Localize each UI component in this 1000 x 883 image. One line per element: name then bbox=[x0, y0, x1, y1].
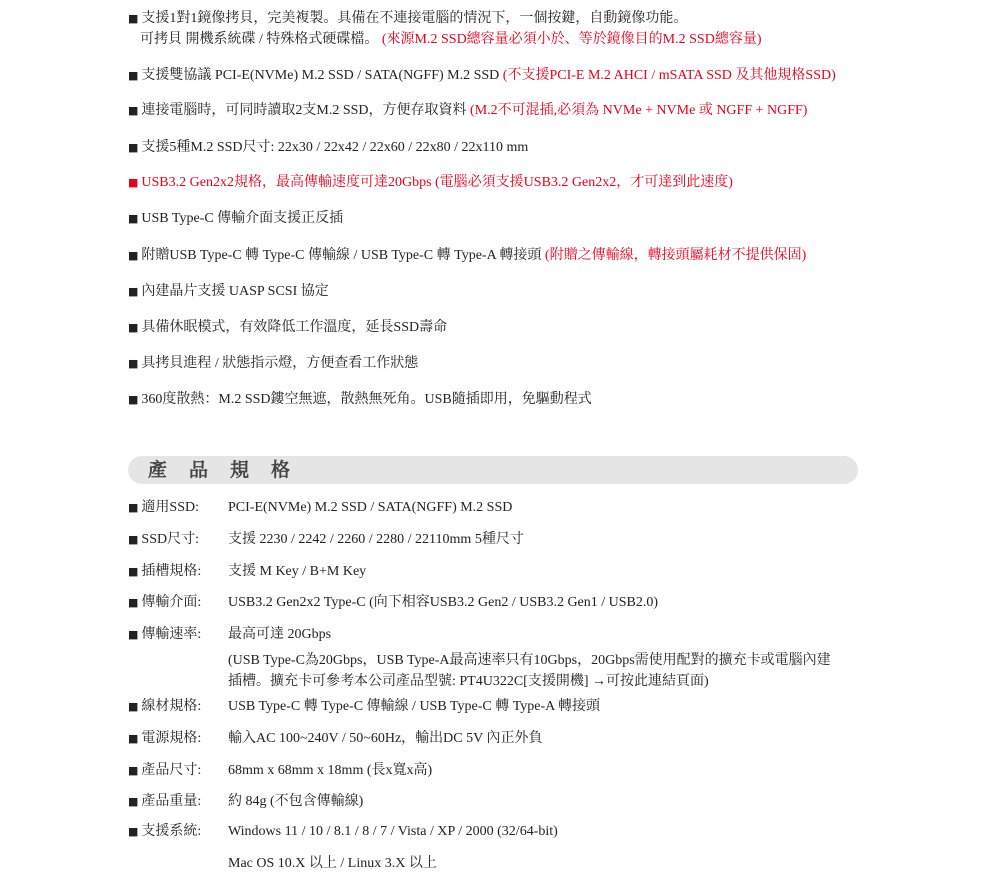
feature-item bbox=[128, 102, 807, 120]
spec-value: USB Type-C 轉 Type-C 傳輸線 / USB Type-C 轉 Type-A 轉接頭 bbox=[228, 699, 601, 714]
bullet-icon: ■ bbox=[128, 12, 139, 25]
spec-label bbox=[128, 594, 201, 612]
bullet-icon: ■ bbox=[128, 249, 139, 262]
spec-value-note-text[interactable]: 插槽。擴充卡可參考本公司產品型號: PT4U322C[支援開機] →可按此連結頁面) bbox=[228, 674, 709, 689]
bullet-icon: ■ bbox=[128, 732, 139, 745]
feature-item bbox=[128, 391, 592, 409]
feature-item bbox=[128, 67, 836, 85]
bullet-icon: ■ bbox=[128, 700, 139, 713]
feature-text: 具備休眠模式，有效降低工作溫度，延長SSD壽命 bbox=[141, 320, 448, 335]
bullet-icon: ■ bbox=[128, 285, 139, 298]
feature-item bbox=[128, 247, 806, 265]
spec-label-text: 線材規格: bbox=[141, 699, 202, 714]
feature-item bbox=[128, 10, 687, 28]
bullet-icon: ■ bbox=[128, 321, 139, 334]
bullet-icon: ■ bbox=[128, 212, 139, 225]
bullet-icon: ■ bbox=[128, 764, 139, 777]
feature-text: 連接電腦時，可同時讀取2支M.2 SSD，方便存取資料 bbox=[141, 103, 471, 118]
spec-value-os-line2: Mac OS 10.X 以上 / Linux 3.X 以上 bbox=[228, 856, 437, 871]
spec-value: 支援 M Key / B+M Key bbox=[228, 564, 367, 579]
feature-item bbox=[128, 139, 528, 157]
bullet-icon: ■ bbox=[128, 628, 139, 641]
spec-label-text: 傳輸速率: bbox=[141, 627, 202, 642]
feature-text: 支援5種M.2 SSD尺寸: 22x30 / 22x42 / 22x60 / 22x80 / 22x110 mm bbox=[141, 140, 529, 155]
bullet-icon: ■ bbox=[128, 825, 139, 838]
spec-label bbox=[128, 531, 199, 549]
spec-label bbox=[128, 698, 201, 716]
feature-text: 360度散熱：M.2 SSD鏤空無遮，散熱無死角。USB隨插即用，免驅動程式 bbox=[141, 392, 592, 407]
feature-item bbox=[128, 210, 343, 228]
bullet-icon: ■ bbox=[128, 104, 139, 117]
feature-text: 可拷貝 開機系統碟 / 特殊格式硬碟檔。 bbox=[140, 32, 379, 47]
spec-label bbox=[128, 626, 201, 644]
spec-label bbox=[128, 762, 201, 780]
bullet-icon: ■ bbox=[128, 795, 139, 808]
spec-label bbox=[128, 563, 201, 581]
spec-value-note: (USB Type-C為20Gbps，USB Type-A最高速率只有10Gbps，20Gbps需使用配對的擴充卡或電腦內建 bbox=[228, 653, 831, 668]
section-title: 產品規格 bbox=[148, 459, 313, 481]
bullet-icon: ■ bbox=[128, 533, 139, 546]
spec-value: PCI-E(NVMe) M.2 SSD / SATA(NGFF) M.2 SSD bbox=[228, 500, 513, 515]
spec-label-text: 支援系統: bbox=[141, 824, 202, 839]
spec-value: 最高可達 20Gbps bbox=[228, 627, 332, 642]
spec-value-note bbox=[228, 673, 709, 691]
feature-note: (來源M.2 SSD總容量必須小於、等於鏡像目的M.2 SSD總容量) bbox=[381, 32, 762, 47]
spec-label-text: 插槽規格: bbox=[141, 564, 202, 579]
feature-text: 具拷貝進程 / 狀態指示燈，方便查看工作狀態 bbox=[141, 356, 419, 371]
feature-note: (不支援PCI-E M.2 AHCI / mSATA SSD 及其他規格SSD) bbox=[502, 68, 836, 83]
bullet-icon: ■ bbox=[128, 141, 139, 154]
feature-text: 內建晶片支援 UASP SCSI 協定 bbox=[141, 284, 329, 299]
spec-value: 68mm x 68mm x 18mm (長x寬x高) bbox=[228, 763, 433, 778]
feature-item bbox=[128, 319, 447, 337]
bullet-icon: ■ bbox=[128, 393, 139, 406]
bullet-icon: ■ bbox=[128, 176, 139, 189]
spec-label bbox=[128, 499, 199, 517]
feature-item bbox=[128, 283, 329, 301]
spec-label bbox=[128, 730, 201, 748]
feature-text: USB3.2 Gen2x2規格，最高傳輸速度可達20Gbps (電腦必須支援USB3.2 Gen2x2，才可達到此速度) bbox=[141, 175, 733, 190]
feature-text: 支援雙協議 PCI-E(NVMe) M.2 SSD / SATA(NGFF) M.2 SSD bbox=[141, 68, 503, 83]
bullet-icon: ■ bbox=[128, 69, 139, 82]
bullet-icon: ■ bbox=[128, 565, 139, 578]
spec-label bbox=[128, 793, 201, 811]
spec-value: USB3.2 Gen2x2 Type-C (向下相容USB3.2 Gen2 / USB3.2 Gen1 / USB2.0) bbox=[228, 595, 659, 610]
feature-note: (M.2不可混插,必須為 NVMe + NVMe 或 NGFF + NGFF) bbox=[470, 103, 808, 118]
spec-value: Windows 11 / 10 / 8.1 / 8 / 7 / Vista / XP / 2000 (32/64-bit) bbox=[228, 824, 558, 839]
bullet-icon: ■ bbox=[128, 596, 139, 609]
feature-note: (附贈之傳輸線，轉接頭屬耗材不提供保固) bbox=[544, 248, 807, 263]
bullet-icon: ■ bbox=[128, 357, 139, 370]
spec-value: 支援 2230 / 2242 / 2260 / 2280 / 22110mm 5種尺寸 bbox=[228, 532, 524, 547]
feature-text: 附贈USB Type-C 轉 Type-C 傳輸線 / USB Type-C 轉 Type-A 轉接頭 bbox=[141, 248, 545, 263]
spec-label-text: SSD尺寸: bbox=[141, 532, 199, 547]
spec-label-text: 產品重量: bbox=[141, 794, 202, 809]
feature-text: 支援1對1鏡像拷貝，完美複製。具備在不連接電腦的情況下，一個按鍵，自動鏡像功能。 bbox=[141, 11, 688, 26]
spec-value: 輸入AC 100~240V / 50~60Hz，輸出DC 5V 內正外負 bbox=[228, 731, 543, 746]
feature-text: USB Type-C 傳輸介面支援正反插 bbox=[141, 211, 344, 226]
spec-label-text: 傳輸介面: bbox=[141, 595, 202, 610]
feature-continuation bbox=[140, 31, 761, 49]
spec-label-text: 適用SSD: bbox=[141, 500, 199, 515]
bullet-icon: ■ bbox=[128, 501, 139, 514]
feature-item-highlight bbox=[128, 174, 733, 192]
feature-item bbox=[128, 355, 418, 373]
spec-label-text: 電源規格: bbox=[141, 731, 202, 746]
spec-label bbox=[128, 823, 201, 841]
spec-value: 約 84g (不包含傳輸線) bbox=[228, 794, 364, 809]
spec-label-text: 產品尺寸: bbox=[141, 763, 202, 778]
